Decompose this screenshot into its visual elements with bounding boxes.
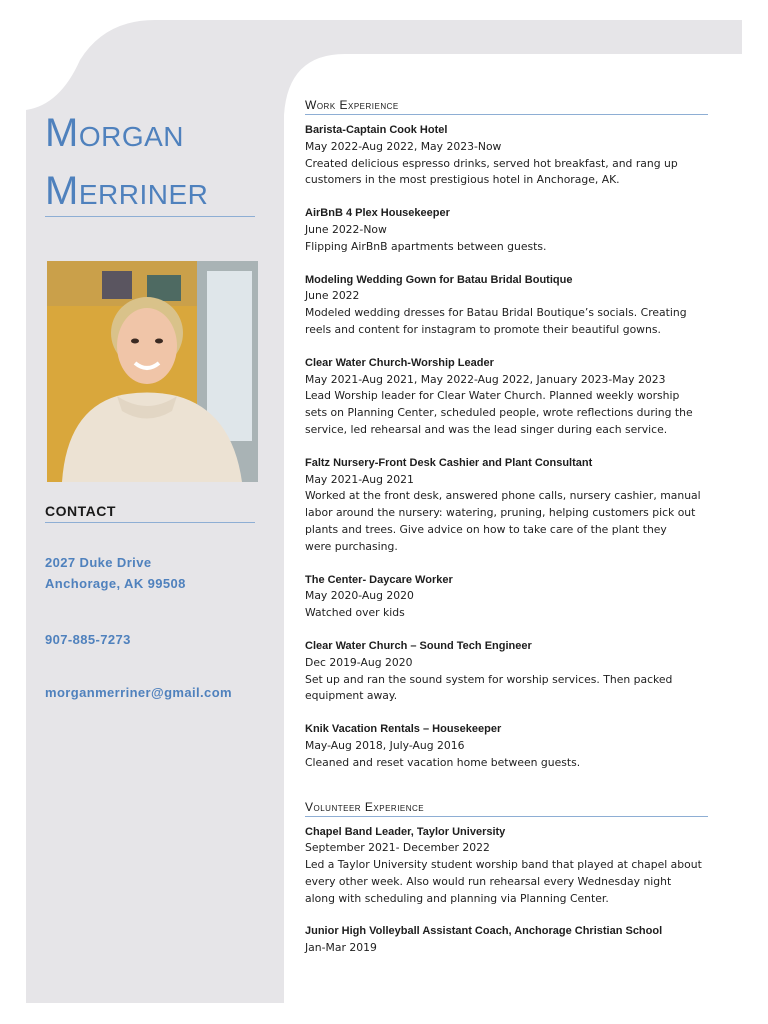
job-title: Chapel Band Leader, Taylor University [305,825,506,838]
volunteer-experience-list [305,824,708,958]
job-description-line: customers in the most prestigious hotel in Anchorage, AK. [305,173,620,187]
first-name: Morgan [45,111,184,155]
job-dates: May 2021-Aug 2021, May 2022-Aug 2022, January 2023-May 2023 [305,372,666,386]
email-link[interactable]: morganmerriner@gmail.com [45,685,232,700]
job-entry [305,923,708,957]
name-divider [45,216,255,217]
work-experience-list [305,122,708,772]
job-description-line: Modeled wedding dresses for Batau Bridal Boutique’s socials. Creating [305,306,687,320]
job-entry [305,205,708,255]
job-description-line: reels and content for instagram to promote their beautiful gowns. [305,322,661,336]
job-entry [305,638,708,705]
job-entry [305,122,708,189]
address-line-1: 2027 Duke Drive [45,555,152,570]
profile-photo [47,261,258,482]
job-entry [305,272,708,339]
job-entry [305,455,708,556]
job-title: Faltz Nursery-Front Desk Cashier and Plant Consultant [305,456,593,469]
job-dates: May-Aug 2018, July-Aug 2016 [305,738,465,752]
job-dates: Dec 2019-Aug 2020 [305,655,413,669]
work-experience-heading: Work Experience [305,98,708,115]
job-dates: May 2020-Aug 2020 [305,589,414,603]
job-description-line: Cleaned and reset vacation home between guests. [305,755,581,769]
contact-heading: CONTACT [45,503,116,519]
job-dates: May 2022-Aug 2022, May 2023-Now [305,139,502,153]
job-description-line: every other week. Also would run rehearsal every Wednesday night [305,874,672,888]
job-description-line: service, led rehearsal and was the lead singer during each service. [305,422,668,436]
job-title: The Center- Daycare Worker [305,573,453,586]
candidate-name [45,104,260,220]
job-description-line: plants and trees. Give advice on how to take care of the plant they [305,522,667,536]
job-title: Clear Water Church – Sound Tech Engineer [305,639,532,652]
job-entry [305,355,708,439]
job-entry [305,572,708,622]
job-description-line: Lead Worship leader for Clear Water Church. Planned weekly worship [305,389,680,403]
job-description-line: along with scheduling and planning via Planning Center. [305,891,609,905]
job-entry [305,721,708,771]
contact-divider [45,522,255,523]
job-description-line: equipment away. [305,689,398,703]
job-description-line: Set up and ran the sound system for worship services. Then packed [305,672,673,686]
job-description-line: Led a Taylor University student worship band that played at chapel about [305,858,702,872]
main-content [305,98,708,973]
volunteer-experience-heading: Volunteer Experience [305,800,708,817]
job-title: Modeling Wedding Gown for Batau Bridal Boutique [305,273,573,286]
job-description-line: Watched over kids [305,606,405,620]
job-entry [305,824,708,908]
job-dates: Jan-Mar 2019 [305,941,377,955]
job-dates: May 2021-Aug 2021 [305,472,414,486]
job-dates: September 2021- December 2022 [305,841,490,855]
job-description-line: Worked at the front desk, answered phone calls, nursery cashier, manual [305,489,701,503]
job-description-line: Flipping AirBnB apartments between guests. [305,239,547,253]
job-description-line: labor around the nursery: watering, pruning, helping customers pick out [305,506,696,520]
job-title: Knik Vacation Rentals – Housekeeper [305,723,502,736]
job-description-line: were purchasing. [305,539,398,553]
job-title: Clear Water Church-Worship Leader [305,356,494,369]
address-line-2: Anchorage, AK 99508 [45,576,186,591]
job-dates: June 2022-Now [305,222,387,236]
job-description-line: Created delicious espresso drinks, served hot breakfast, and rang up [305,156,678,170]
job-title: AirBnB 4 Plex Housekeeper [305,207,450,220]
job-dates: June 2022 [305,289,360,303]
phone-number[interactable]: 907-885-7273 [45,632,131,647]
last-name: Merriner [45,169,209,213]
job-description-line: sets on Planning Center, scheduled people, wrote reflections during the [305,406,693,420]
job-title: Junior High Volleyball Assistant Coach, Anchorage Christian School [305,925,663,938]
job-title: Barista-Captain Cook Hotel [305,124,448,136]
address [45,552,186,594]
